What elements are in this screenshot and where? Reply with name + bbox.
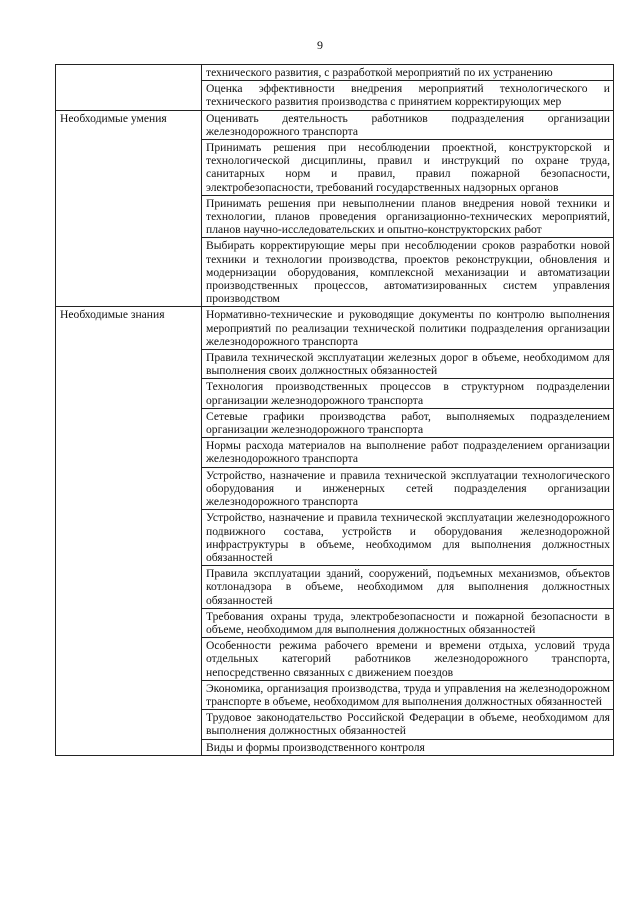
requirement-cell: [202, 680, 614, 709]
section-label-cell: [56, 307, 202, 755]
section-label-cell: [56, 65, 202, 111]
table-row: [56, 65, 614, 81]
requirement-cell: [202, 467, 614, 510]
requirements-table: [55, 64, 614, 756]
requirement-text: Виды и формы производственного контроля: [206, 740, 425, 754]
requirement-text: Сетевые графики производства работ, выполняемых подразделением организации железнодорожного транспорта: [206, 409, 610, 437]
section-label: Необходимые знания: [60, 308, 165, 322]
requirement-text: Правила эксплуатации зданий, сооружений, подъемных механизмов, объектов котлонадзора в объеме, необходимом для выполнения должностных обязанностей: [206, 567, 610, 607]
section-label-cell: [56, 110, 202, 307]
requirement-cell: [202, 350, 614, 379]
requirement-text: Нормы расхода материалов на выполнение работ подразделением организации железнодорожного транспорта: [206, 439, 610, 466]
requirement-cell: [202, 638, 614, 681]
requirement-cell: [202, 510, 614, 566]
table-row: [56, 307, 614, 350]
requirement-text: Трудовое законодательство Российской Федерации в объеме, необходимом для выполнения должностных обязанностей: [206, 711, 610, 738]
requirement-cell: [202, 438, 614, 467]
requirement-cell: [202, 307, 614, 350]
requirement-text: Принимать решения при невыполнении планов внедрения новой техники и технологии, планов проведения организационно-технических мероприятий, планов научно-исследовательских и опытно-конструкторских работ: [206, 196, 610, 237]
requirement-text: Выбирать корректирующие меры при несоблюдении сроков разработки новой техники и технологии производства, проектов реконструкции, обновления и модернизации оборудования, комплексной механизации и автоматизации производственных процессов, автоматизированных систем управления производством: [206, 239, 610, 306]
requirement-text: Устройство, назначение и правила технической эксплуатации железнодорожного подвижного состава, устройств и оборудования железнодорожной инфраструктуры в объеме, необходимом для выполнения должностных обязанностей: [206, 511, 610, 564]
table-row: [56, 110, 614, 139]
section-label: Необходимые умения: [60, 111, 167, 125]
requirement-cell: [202, 379, 614, 408]
requirement-cell: [202, 710, 614, 739]
requirement-text: Особенности режима рабочего времени и времени отдыха, условий труда отдельных категорий работников железнодорожного транспорта, непосредственно связанных с движением поездов: [206, 639, 610, 679]
requirement-text: Технология производственных процессов в структурном подразделении организации железнодорожного транспорта: [206, 380, 610, 407]
requirement-text: Экономика, организация производства, труда и управления на железнодорожном транспорте в объеме, необходимом для выполнения должностных обязанностей: [206, 681, 610, 708]
requirement-text: Оценка эффективности внедрения мероприятий технологического и технического развития производства с принятием корректирующих мер: [206, 82, 610, 109]
requirement-text: Оценивать деятельность работников подразделения организации железнодорожного транспорта: [206, 111, 610, 138]
requirement-cell: [202, 408, 614, 437]
requirement-cell: [202, 81, 614, 110]
page-number: 9: [317, 38, 323, 52]
requirement-text: Принимать решения при несоблюдении проектной, конструкторской и технологической дисциплины, правил и инструкций по охране труда, санитарных норм и правил, правил пожарной безопасности, электробезопасности, требований государственных надзорных органов: [206, 141, 610, 194]
requirement-text: Нормативно-технические и руководящие документы по контролю выполнения мероприятий по реализации технической политики подразделения организации железнодорожного транспорта: [206, 308, 610, 348]
requirement-cell: [202, 739, 614, 755]
requirement-text: Устройство, назначение и правила технической эксплуатации технологического оборудования и инженерных сетей подразделения организации железнодорожного транспорта: [206, 468, 610, 509]
requirement-text: Правила технической эксплуатации железных дорог в объеме, необходимом для выполнения своих должностных обязанностей: [206, 351, 610, 378]
requirement-cell: [202, 608, 614, 637]
requirement-cell: [202, 110, 614, 139]
requirement-cell: [202, 195, 614, 238]
requirement-cell: [202, 140, 614, 196]
requirement-cell: [202, 238, 614, 307]
requirement-text: технического развития, с разработкой мероприятий по их устранению: [206, 66, 553, 79]
requirement-text: Требования охраны труда, электробезопасности и пожарной безопасности в объеме, необходимом для выполнения должностных обязанностей: [206, 609, 610, 636]
requirement-cell: [202, 566, 614, 609]
requirement-cell: [202, 65, 614, 81]
requirements-table-body: [56, 65, 614, 756]
